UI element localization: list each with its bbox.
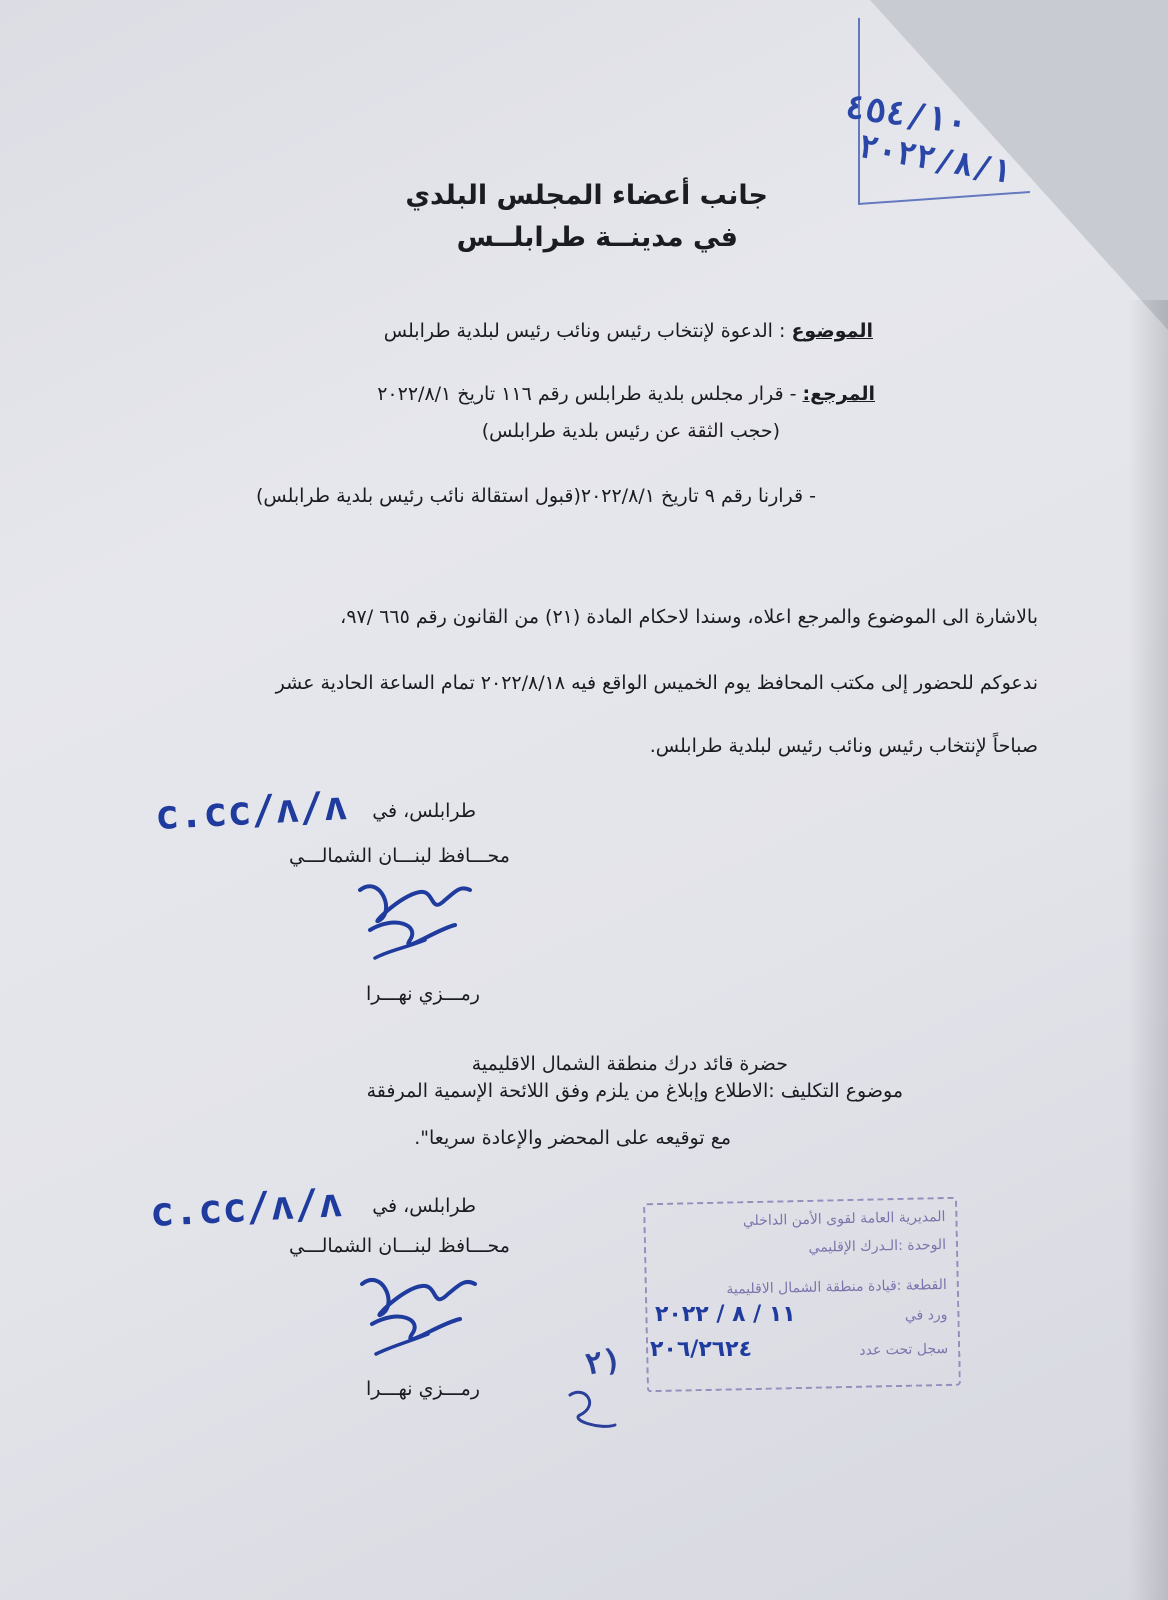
- stamp-received-label: ورد في: [904, 1306, 948, 1324]
- signature2-mark: [350, 1262, 485, 1362]
- body-paragraph-1: بالاشارة الى الموضوع والمرجع اعلاه، وسندا لاحكام المادة (٢١) من القانون رقم ٦٦٥ /٩٧،: [340, 606, 1038, 628]
- stamp-registered-label: سجل تحت عدد: [859, 1340, 949, 1359]
- reference-item1-note: (حجب الثقة عن رئيس بلدية طرابلس): [481, 420, 780, 442]
- signature1-title: محـــافظ لبنـــان الشمالـــي: [289, 845, 510, 867]
- signature1-mark: [350, 870, 480, 965]
- signature1-place: طرابلس، في: [372, 800, 476, 822]
- corner-annotation-line1: ٤٥٤/١٠: [842, 86, 971, 144]
- official-stamp: [643, 1197, 961, 1393]
- signature2-place: طرابلس، في: [372, 1195, 476, 1217]
- body-paragraph-2: ندعوكم للحضور إلى مكتب المحافظ يوم الخميس الواقع فيه ٢٠٢٢/٨/١٨ تمام الساعة الحادية عشر: [275, 672, 1038, 694]
- assignment-line2: مع توقيعه على المحضر والإعادة سريعا".: [414, 1127, 731, 1149]
- body-paragraph-3: صباحاً لإنتخاب رئيس ونائب رئيس لبلدية طرابلس.: [649, 735, 1038, 757]
- subject-label: الموضوع: [791, 320, 873, 342]
- subject-line: [384, 320, 873, 342]
- signature2-name: رمـــزي نهـــرا: [366, 1378, 480, 1400]
- reference-item2: - قرارنا رقم ٩ تاريخ ٢٠٢٢/٨/١(قبول استقالة نائب رئيس بلدية طرابلس): [255, 485, 816, 507]
- stamp-registered-number: ٢٠٦/٢٦٢٤: [650, 1337, 753, 1362]
- addressee-heading-line2: في مدينــة طرابلــس: [456, 222, 738, 253]
- assignment-to: حضرة قائد درك منطقة الشمال الاقليمية: [471, 1053, 788, 1075]
- subject-text: : الدعوة لإنتخاب رئيس ونائب رئيس لبلدية طرابلس: [383, 320, 786, 342]
- corner-annotation-line2: ٢٠٢٢/٨/١: [855, 126, 1015, 192]
- reference-label: المرجع:: [802, 383, 875, 405]
- signature1-name: رمـــزي نهـــرا: [366, 983, 480, 1005]
- addressee-heading-line1: جانب أعضاء المجلس البلدي: [405, 180, 768, 211]
- side-scribble: [560, 1380, 630, 1440]
- signature1-date: c.cc/ʌ/ʌ: [153, 782, 349, 840]
- signature2-date: c.cc/ʌ/ʌ: [148, 1179, 344, 1237]
- stamp-line1: المديرية العامة لقوى الأمن الداخلي: [742, 1208, 946, 1230]
- side-handwritten-mark: ٢): [582, 1342, 624, 1383]
- stamp-line2: الوحدة :الـدرك الإقليمي: [808, 1236, 947, 1256]
- stamp-line3: القطعة :قيادة منطقة الشمال الاقليمية: [726, 1276, 947, 1298]
- signature2-title: محـــافظ لبنـــان الشمالـــي: [289, 1235, 510, 1257]
- assignment-line1: موضوع التكليف :الاطلاع وإبلاغ من يلزم وفق اللائحة الإسمية المرفقة: [366, 1080, 903, 1102]
- stamp-received-date: ١١ / ٨ / ٢٠٢٢: [655, 1302, 796, 1327]
- reference-item1: - قرار مجلس بلدية طرابلس رقم ١١٦ تاريخ ٢٠٢٢/٨/١: [377, 383, 797, 405]
- reference-line1: [377, 383, 875, 405]
- page-shadow: [1128, 300, 1168, 1600]
